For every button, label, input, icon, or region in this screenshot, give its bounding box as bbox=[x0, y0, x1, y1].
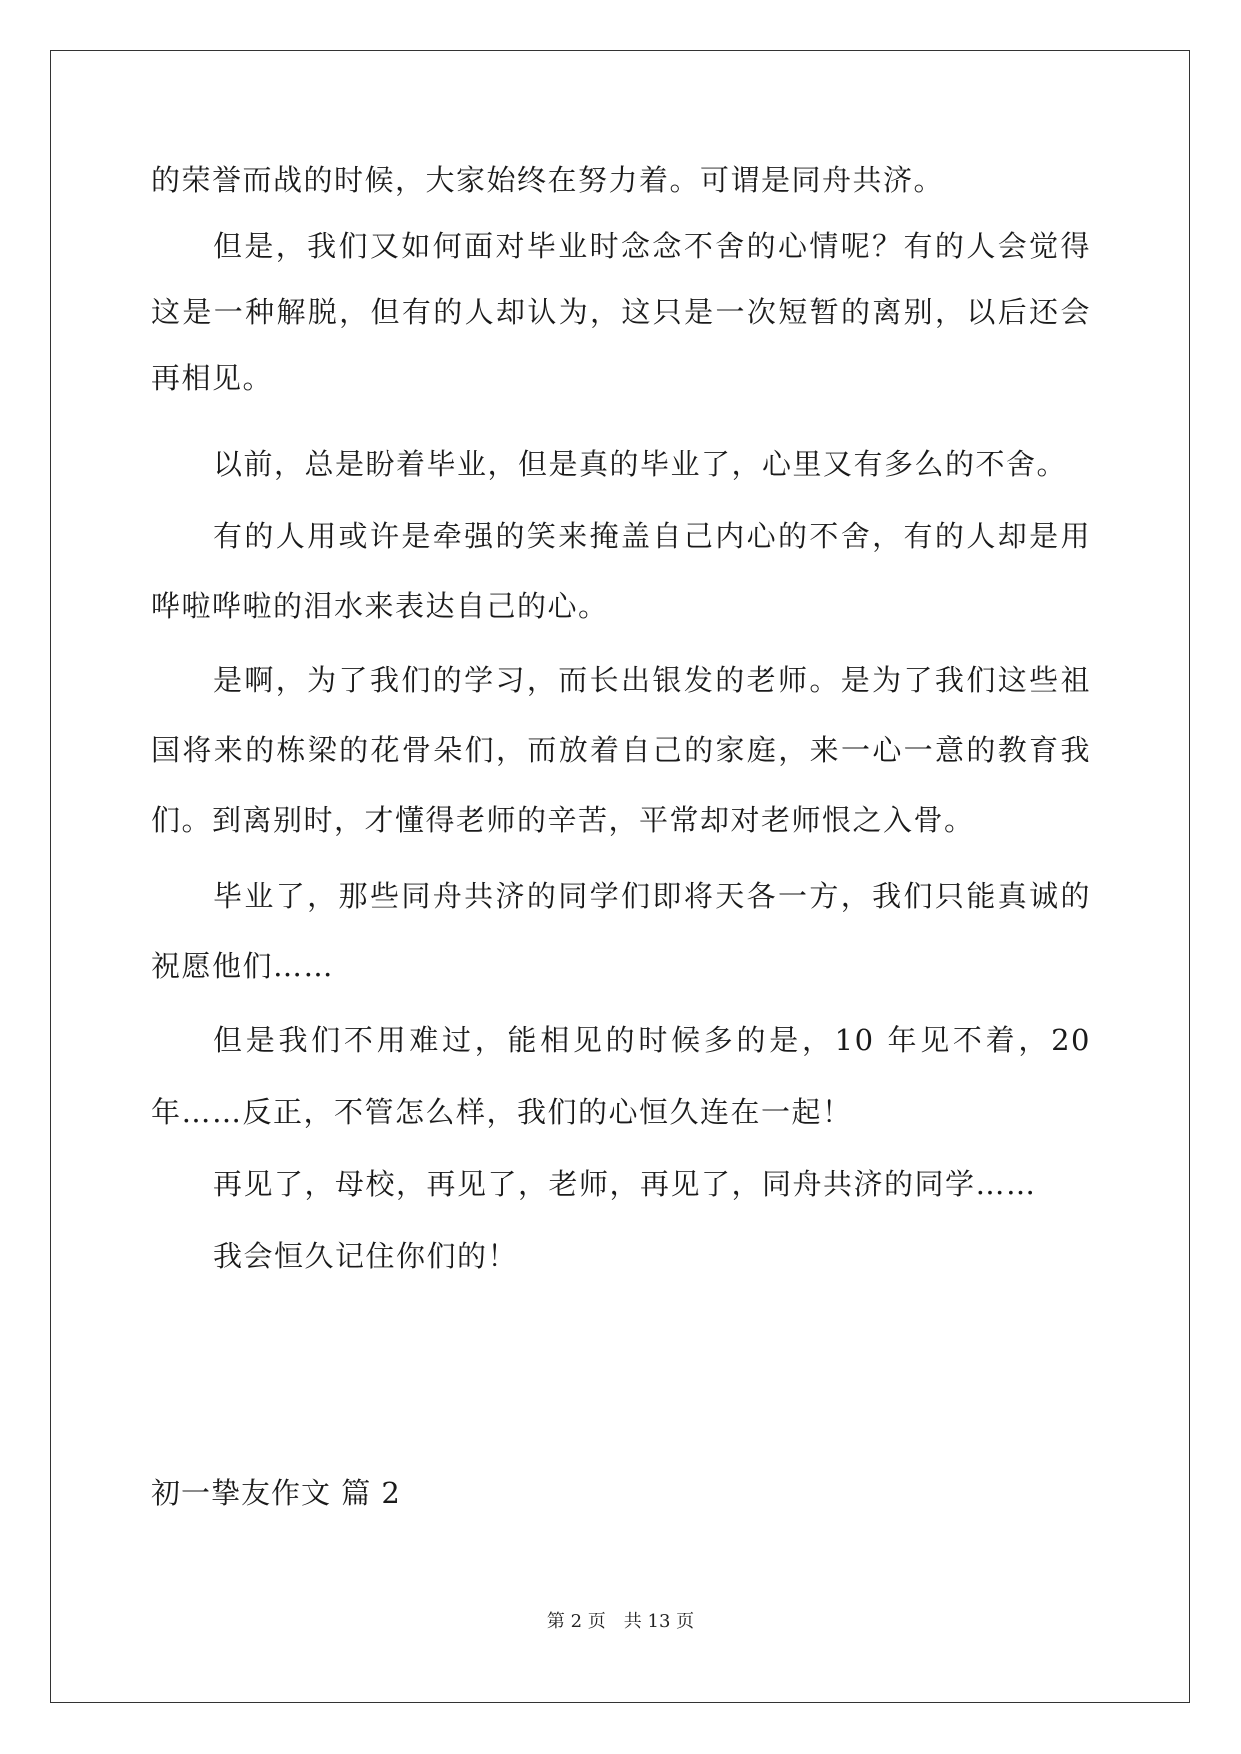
text-line: 们。到离别时，才懂得老师的辛苦，平常却对老师恨之入骨。 bbox=[151, 803, 975, 837]
page-number-footer: 第 2 页 共 13 页 bbox=[546, 1611, 695, 1632]
text-line: 的荣誉而战的时候，大家始终在努力着。可谓是同舟共济。 bbox=[151, 163, 945, 197]
text-line: 再相见。 bbox=[151, 361, 274, 395]
paragraph-first-line: 有的人用或许是牵强的笑来掩盖自己内心的不舍，有的人却是用 bbox=[213, 519, 1091, 553]
paragraph-first-line: 以前，总是盼着毕业，但是真的毕业了，心里又有多么的不舍。 bbox=[213, 447, 1068, 481]
paragraph-first-line: 是啊，为了我们的学习，而长出银发的老师。是为了我们这些祖 bbox=[213, 663, 1091, 697]
text-line: 哗啦哗啦的泪水来表达自己的心。 bbox=[151, 589, 609, 623]
text-line: 年……反正，不管怎么样，我们的心恒久连在一起！ bbox=[151, 1095, 853, 1129]
paragraph-first-line: 再见了，母校，再见了，老师，再见了，同舟共济的同学…… bbox=[213, 1167, 1037, 1201]
text-line: 这是一种解脱，但有的人却认为，这只是一次短暂的离别，以后还会 bbox=[151, 295, 1091, 329]
paragraph-first-line: 但是我们不用难过，能相见的时候多的是，10 年见不着，20 bbox=[213, 1023, 1091, 1057]
text-line: 祝愿他们…… bbox=[151, 949, 335, 983]
paragraph-first-line: 我会恒久记住你们的！ bbox=[213, 1239, 519, 1273]
text-line: 国将来的栋梁的花骨朵们，而放着自己的家庭，来一心一意的教育我 bbox=[151, 733, 1091, 767]
paragraph-first-line: 但是，我们又如何面对毕业时念念不舍的心情呢？有的人会觉得 bbox=[213, 229, 1091, 263]
section-heading: 初一挚友作文 篇 2 bbox=[151, 1476, 401, 1510]
paragraph-first-line: 毕业了，那些同舟共济的同学们即将天各一方，我们只能真诚的 bbox=[213, 879, 1091, 913]
